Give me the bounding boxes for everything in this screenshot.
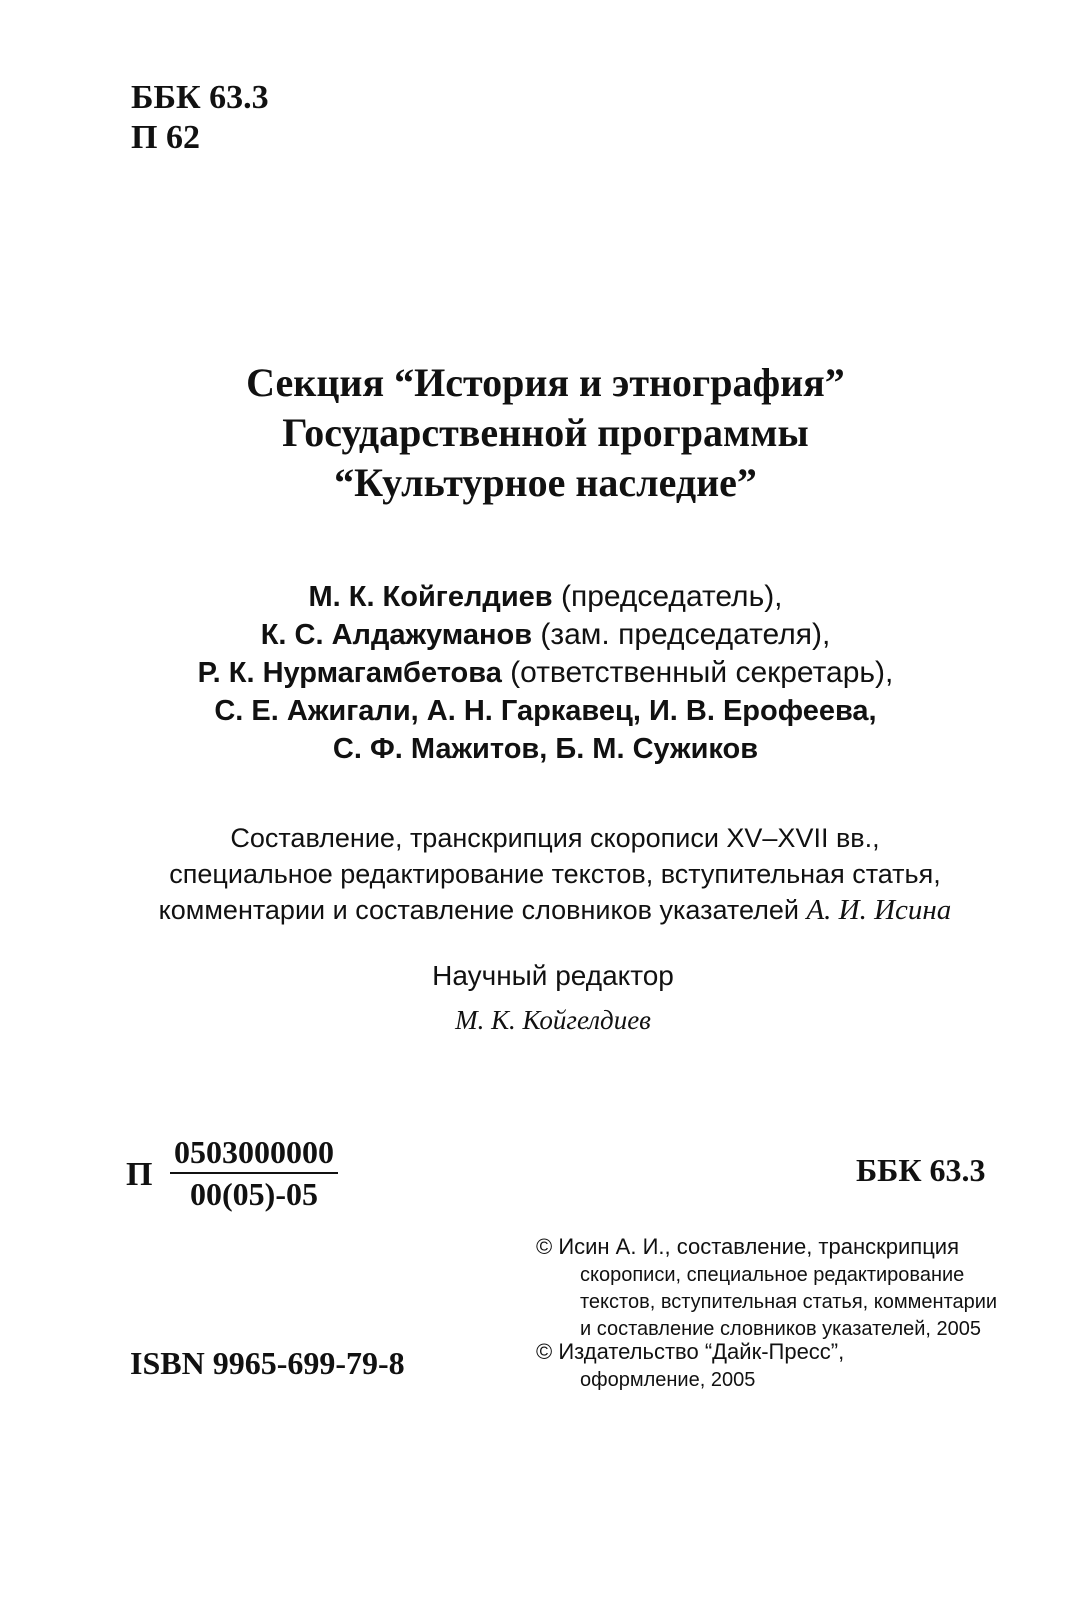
copyright-line: текстов, вступительная статья, комментарии	[580, 1291, 998, 1313]
scientific-editor-name: М. К. Койгелдиев	[455, 1005, 651, 1035]
member-line: К. С. Алдажуманов (зам. председателя),	[260, 618, 831, 651]
copyright-publisher	[536, 1338, 976, 1394]
compiler-name: А. И. Исина	[806, 894, 952, 926]
classification-block	[131, 78, 269, 158]
section-title	[0, 358, 1091, 508]
copyright-compiler	[536, 1233, 998, 1343]
title-line-3: “Культурное наследие”	[334, 460, 757, 505]
author-mark: П 62	[131, 119, 200, 156]
member-line: С. Е. Ажигали, А. Н. Гаркавец, И. В. Ерофеева,	[214, 695, 877, 727]
member-line: С. Ф. Мажитов, Б. М. Сужиков	[332, 733, 759, 765]
members-list	[0, 578, 1091, 768]
title-line-1: Секция “История и этнография”	[246, 360, 845, 405]
copyright-line: оформление, 2005	[580, 1369, 756, 1391]
bbk-code-right: ББК 63.3	[856, 1152, 986, 1188]
copyright-line: © Исин А. И., составление, транскрипция	[536, 1234, 959, 1259]
member-line: Р. К. Нурмагамбетова (ответственный секретарь),	[197, 656, 894, 689]
fraction-line	[170, 1172, 338, 1174]
member-line: М. К. Койгелдиев (председатель),	[308, 580, 783, 613]
bbk-code: ББК 63.3	[131, 79, 269, 116]
compilation-credits	[0, 820, 1091, 928]
copyright-line: © Издательство “Дайк-Пресс”,	[536, 1339, 845, 1364]
compilation-line-2: специальное редактирование текстов, вступительная статья,	[169, 859, 941, 889]
index-numerator: 0503000000	[174, 1134, 334, 1170]
compilation-line-1: Составление, транскрипция скорописи XV–XVII вв.,	[230, 823, 880, 853]
index-letter: П	[126, 1156, 153, 1193]
title-line-2: Государственной программы	[282, 410, 809, 455]
scientific-editor-label: Научный редактор	[432, 960, 674, 991]
compilation-line-3: комментарии и составление словников указателей А. И. Исина	[158, 894, 952, 926]
copyright-line: скорописи, специальное редактирование	[580, 1264, 965, 1286]
isbn: ISBN 9965-699-79-8	[130, 1345, 405, 1381]
copyright-line: и составление словников указателей, 2005	[580, 1318, 982, 1340]
index-denominator: 00(05)-05	[190, 1176, 318, 1212]
